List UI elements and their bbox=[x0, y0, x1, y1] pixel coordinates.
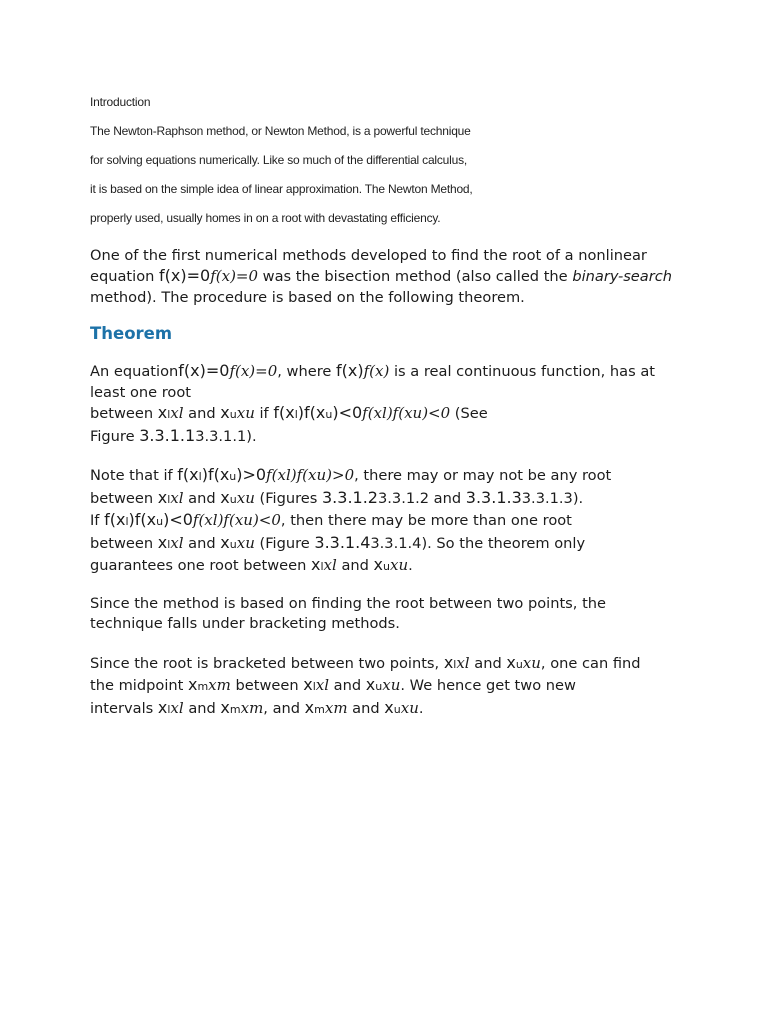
emphasis-binary-search: binary-search bbox=[572, 268, 673, 285]
intro-line-2: for solving equations numerically. Like so much of the differential calculus, bbox=[90, 153, 468, 167]
paragraph-note: Note that if f(xl)f(xu)>0f(xl)f(xu)>0, there may or may not be any root between xlxl and xuxu (Figures 3.3.1.23.3.1.2 and 3.3.1.33.3.1.3). If f(xl)f(xu)<0f(xl)f(xu)<0, then there may be more than one root between xlxl and xuxu (Figure 3.3.1.43.3.1.4). So the theorem only guarantees one root between xlxl and xuxu. bbox=[90, 465, 612, 574]
intro-line-3: it is based on the simple idea of linear approximation. The Newton Method, bbox=[90, 182, 473, 196]
body-section bbox=[90, 246, 680, 721]
math-equation-italic: f(x)=0 bbox=[210, 267, 259, 285]
paragraph-bisection-intro: One of the first numerical methods developed to find the root of a nonlinear equation f(x)=0f(x)=0 was the bisection method (also called the binary-search method). The procedure is based on the following theorem. bbox=[90, 246, 673, 306]
paragraph-theorem: An equationf(x)=0f(x)=0, where f(x)f(x) is a real continuous function, has at least one root between xlxl and xuxu if f(xl)f(xu)<0f(xl)f(xu)<0 (See Figure 3.3.1.13.3.1.1). bbox=[90, 361, 656, 445]
document-page bbox=[90, 94, 680, 720]
paragraph-bracketing: Since the method is based on finding the root between two points, the technique falls under bracketing methods. bbox=[90, 594, 607, 632]
figure-ref: 3.3.1.1 bbox=[139, 425, 196, 445]
intro-line-4: properly used, usually homes in on a root with devastating efficiency. bbox=[90, 211, 441, 225]
paragraph-midpoint: Since the root is bracketed between two points, xlxl and xuxu, one can find the midpoint xmxm between xlxl and xuxu. We hence get two new intervals xlxl and xmxm, and xmxm and xuxu. bbox=[90, 652, 641, 717]
intro-line-1: The Newton-Raphson method, or Newton Method, is a powerful technique bbox=[90, 124, 471, 138]
intro-title: Introduction bbox=[90, 95, 151, 109]
theorem-heading: Theorem bbox=[90, 324, 173, 343]
math-equation: f(x)=0 bbox=[159, 266, 211, 285]
intro-section bbox=[90, 94, 680, 227]
